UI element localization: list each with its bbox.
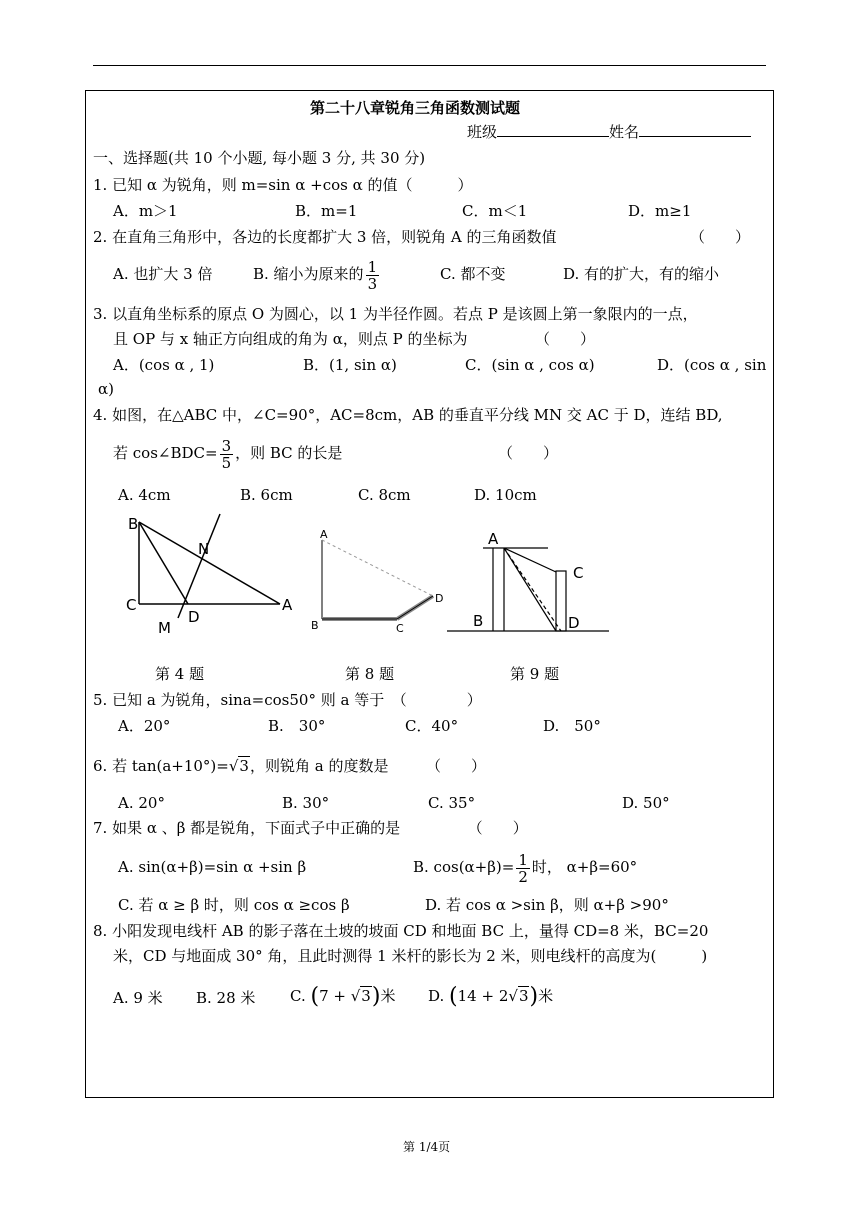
sqrt-three: √3 — [228, 757, 249, 775]
q7-option-d: D. 若 cos α >sin β，则 α+β >90° — [425, 896, 669, 914]
q7-option-b — [413, 847, 637, 887]
q8-option-b: B. 28 米 — [196, 989, 256, 1007]
q8-option-d-unit: 米 — [538, 987, 554, 1005]
class-field[interactable] — [497, 122, 609, 137]
sqrt-radicand: 3 — [239, 757, 249, 775]
q6-option-b: B. 30° — [282, 794, 330, 812]
fig4-label-c: C — [126, 596, 137, 614]
q4-option-c: C. 8cm — [358, 486, 411, 504]
q7-option-a: A. sin(α+β)=sin α +sin β — [118, 858, 307, 876]
fig8-label-c: C — [396, 622, 404, 635]
section-heading: 一、选择题(共 10 个小题, 每小题 3 分, 共 30 分) — [93, 149, 426, 167]
question-8-line1: 8. 小阳发现电线杆 AB 的影子落在土坡的坡面 CD 和地面 BC 上，量得 CD=8 米，BC=20 — [93, 922, 709, 940]
q3-option-c: C．(sin α , cos α) — [465, 356, 595, 374]
q1-option-c: C．m＜1 — [462, 202, 528, 220]
q1-option-d: D．m≥1 — [628, 202, 692, 220]
q8-option-c-unit: 米 — [380, 987, 396, 1005]
fraction-one-third — [366, 259, 380, 292]
figure-9-caption: 第 9 题 — [510, 665, 560, 683]
fig4-label-m: M — [158, 619, 171, 637]
fig4-label-a: A — [282, 596, 293, 614]
q5-option-d: D. 50° — [543, 717, 601, 735]
fraction-numerator: 1 — [367, 257, 378, 276]
question-3-line2: 且 OP 与 x 轴正方向组成的角为 α，则点 P 的坐标为 （ ） — [113, 330, 595, 348]
q2-option-a: A. 也扩大 3 倍 — [113, 265, 213, 283]
sqrt-three: √3 — [508, 987, 529, 1005]
fig4-label-d: D — [188, 608, 200, 626]
figure-8-caption: 第 8 题 — [345, 665, 395, 683]
question-2-stem: 2. 在直角三角形中，各边的长度都扩大 3 倍，则锐角 A 的三角函数值 — [93, 228, 557, 246]
q8-option-d: D. (14 + 2√3)米 — [428, 984, 554, 1009]
fig8-label-b: B — [311, 619, 319, 632]
question-4-paren: （ ） — [498, 444, 559, 462]
q7-option-b-condition: 时， α+β=60° — [531, 858, 638, 876]
fraction-numerator: 3 — [221, 436, 232, 455]
q6-equation: 6. 若 tan(a+10°)= — [93, 757, 229, 775]
fraction-denominator: 3 — [367, 274, 378, 293]
q7-option-b-text: B. cos(α+β)= — [413, 858, 515, 876]
figure-4-caption: 第 4 题 — [155, 665, 205, 683]
q8-option-c-letter: C. — [290, 987, 311, 1005]
fraction-denominator: 2 — [518, 867, 528, 886]
question-3-line1: 3. 以直角坐标系的原点 O 为圆心，以 1 为半径作圆。若点 P 是该圆上第一象限内的一点， — [93, 305, 698, 323]
sqrt-three: √3 — [350, 987, 371, 1005]
q3-option-d: D．(cos α , sin — [657, 356, 767, 374]
q2-option-d: D. 有的扩大，有的缩小 — [563, 265, 720, 283]
question-4-line2 — [113, 433, 342, 473]
q6-option-d: D. 50° — [622, 794, 670, 812]
q8-option-c: C. (7 + √3)米 — [290, 984, 396, 1009]
figure-9-poles — [445, 522, 615, 637]
q5-option-c: C．40° — [405, 717, 459, 735]
question-7-stem: 7. 如果 α 、β 都是锐角，下面式子中正确的是 （ ） — [93, 819, 528, 837]
q4-option-d: D. 10cm — [474, 486, 537, 504]
q5-option-a: A．20° — [118, 717, 171, 735]
fig9-label-a: A — [488, 530, 499, 548]
q4-condition: 若 cos∠BDC= — [113, 444, 218, 462]
question-1-stem: 1. 已知 α 为锐角，则 m=sin α +cos α 的值（ ） — [93, 176, 473, 194]
q4-option-b: B. 6cm — [240, 486, 293, 504]
page-footer: 第 1/4页 — [403, 1140, 451, 1154]
fig8-label-d: D — [435, 592, 444, 605]
q7-option-c: C. 若 α ≥ β 时，则 cos α ≥cos β — [118, 896, 350, 914]
class-label: 班级 — [467, 123, 498, 141]
fig9-label-c: C — [573, 564, 584, 582]
page-title: 第二十八章锐角三角函数测试题 — [310, 99, 521, 117]
q3-option-b: B．(1, sin α) — [303, 356, 397, 374]
q6-option-a: A. 20° — [118, 794, 165, 812]
fig4-label-b: B — [128, 515, 139, 533]
q4-ask: ，则 BC 的长是 — [235, 444, 343, 462]
fig8-label-a: A — [320, 528, 328, 541]
question-2-paren: （ ） — [690, 228, 751, 246]
q1-option-b: B．m=1 — [295, 202, 358, 220]
question-6-stem — [93, 756, 486, 776]
header-rule — [93, 65, 766, 66]
q1-option-a: A．m＞1 — [113, 202, 178, 220]
fraction-one-half — [516, 852, 530, 885]
fig4-label-n: N — [198, 540, 210, 558]
q2-option-c: C. 都不变 — [440, 265, 506, 283]
figure-8-pole-slope — [305, 522, 455, 637]
question-8-line2: 米，CD 与地面成 30° 角，且此时测得 1 米杆的影长为 2 米，则电线杆的高度为( ) — [113, 947, 708, 965]
q5-option-b: B. 30° — [268, 717, 326, 735]
fraction-three-fifths — [220, 438, 234, 471]
q8-option-d-letter: D. — [428, 987, 450, 1005]
q6-ask: ，则锐角 a 的度数是 （ ） — [249, 757, 486, 775]
figure-4-triangle — [120, 512, 300, 637]
student-info — [467, 122, 751, 142]
fig9-label-d: D — [568, 614, 580, 632]
q2-option-b-text: B. 缩小为原来的 — [253, 265, 364, 283]
question-4-line1: 4. 如图，在△ABC 中，∠C=90°，AC=8cm，AB 的垂直平分线 MN 交 AC 于 D，连结 BD, — [93, 406, 723, 424]
q8-option-c-expr: 7 + — [319, 987, 351, 1005]
name-field[interactable] — [639, 122, 751, 137]
sqrt-radicand: 3 — [361, 987, 371, 1005]
q3-option-d-continued: α) — [98, 380, 114, 398]
q2-option-b — [253, 254, 381, 294]
question-5-stem: 5. 已知 a 为锐角，sina=cos50° 则 a 等于 （ ） — [93, 691, 482, 709]
q8-option-d-expr: 14 + 2 — [457, 987, 509, 1005]
fraction-denominator: 5 — [221, 453, 232, 472]
sqrt-radicand: 3 — [518, 987, 529, 1005]
name-label: 姓名 — [609, 123, 640, 141]
q6-option-c: C. 35° — [428, 794, 476, 812]
fig9-label-b: B — [473, 612, 484, 630]
q8-option-a: A. 9 米 — [113, 989, 163, 1007]
fraction-numerator: 1 — [518, 850, 528, 869]
q3-option-a: A．(cos α , 1) — [113, 356, 215, 374]
q4-option-a: A. 4cm — [118, 486, 171, 504]
